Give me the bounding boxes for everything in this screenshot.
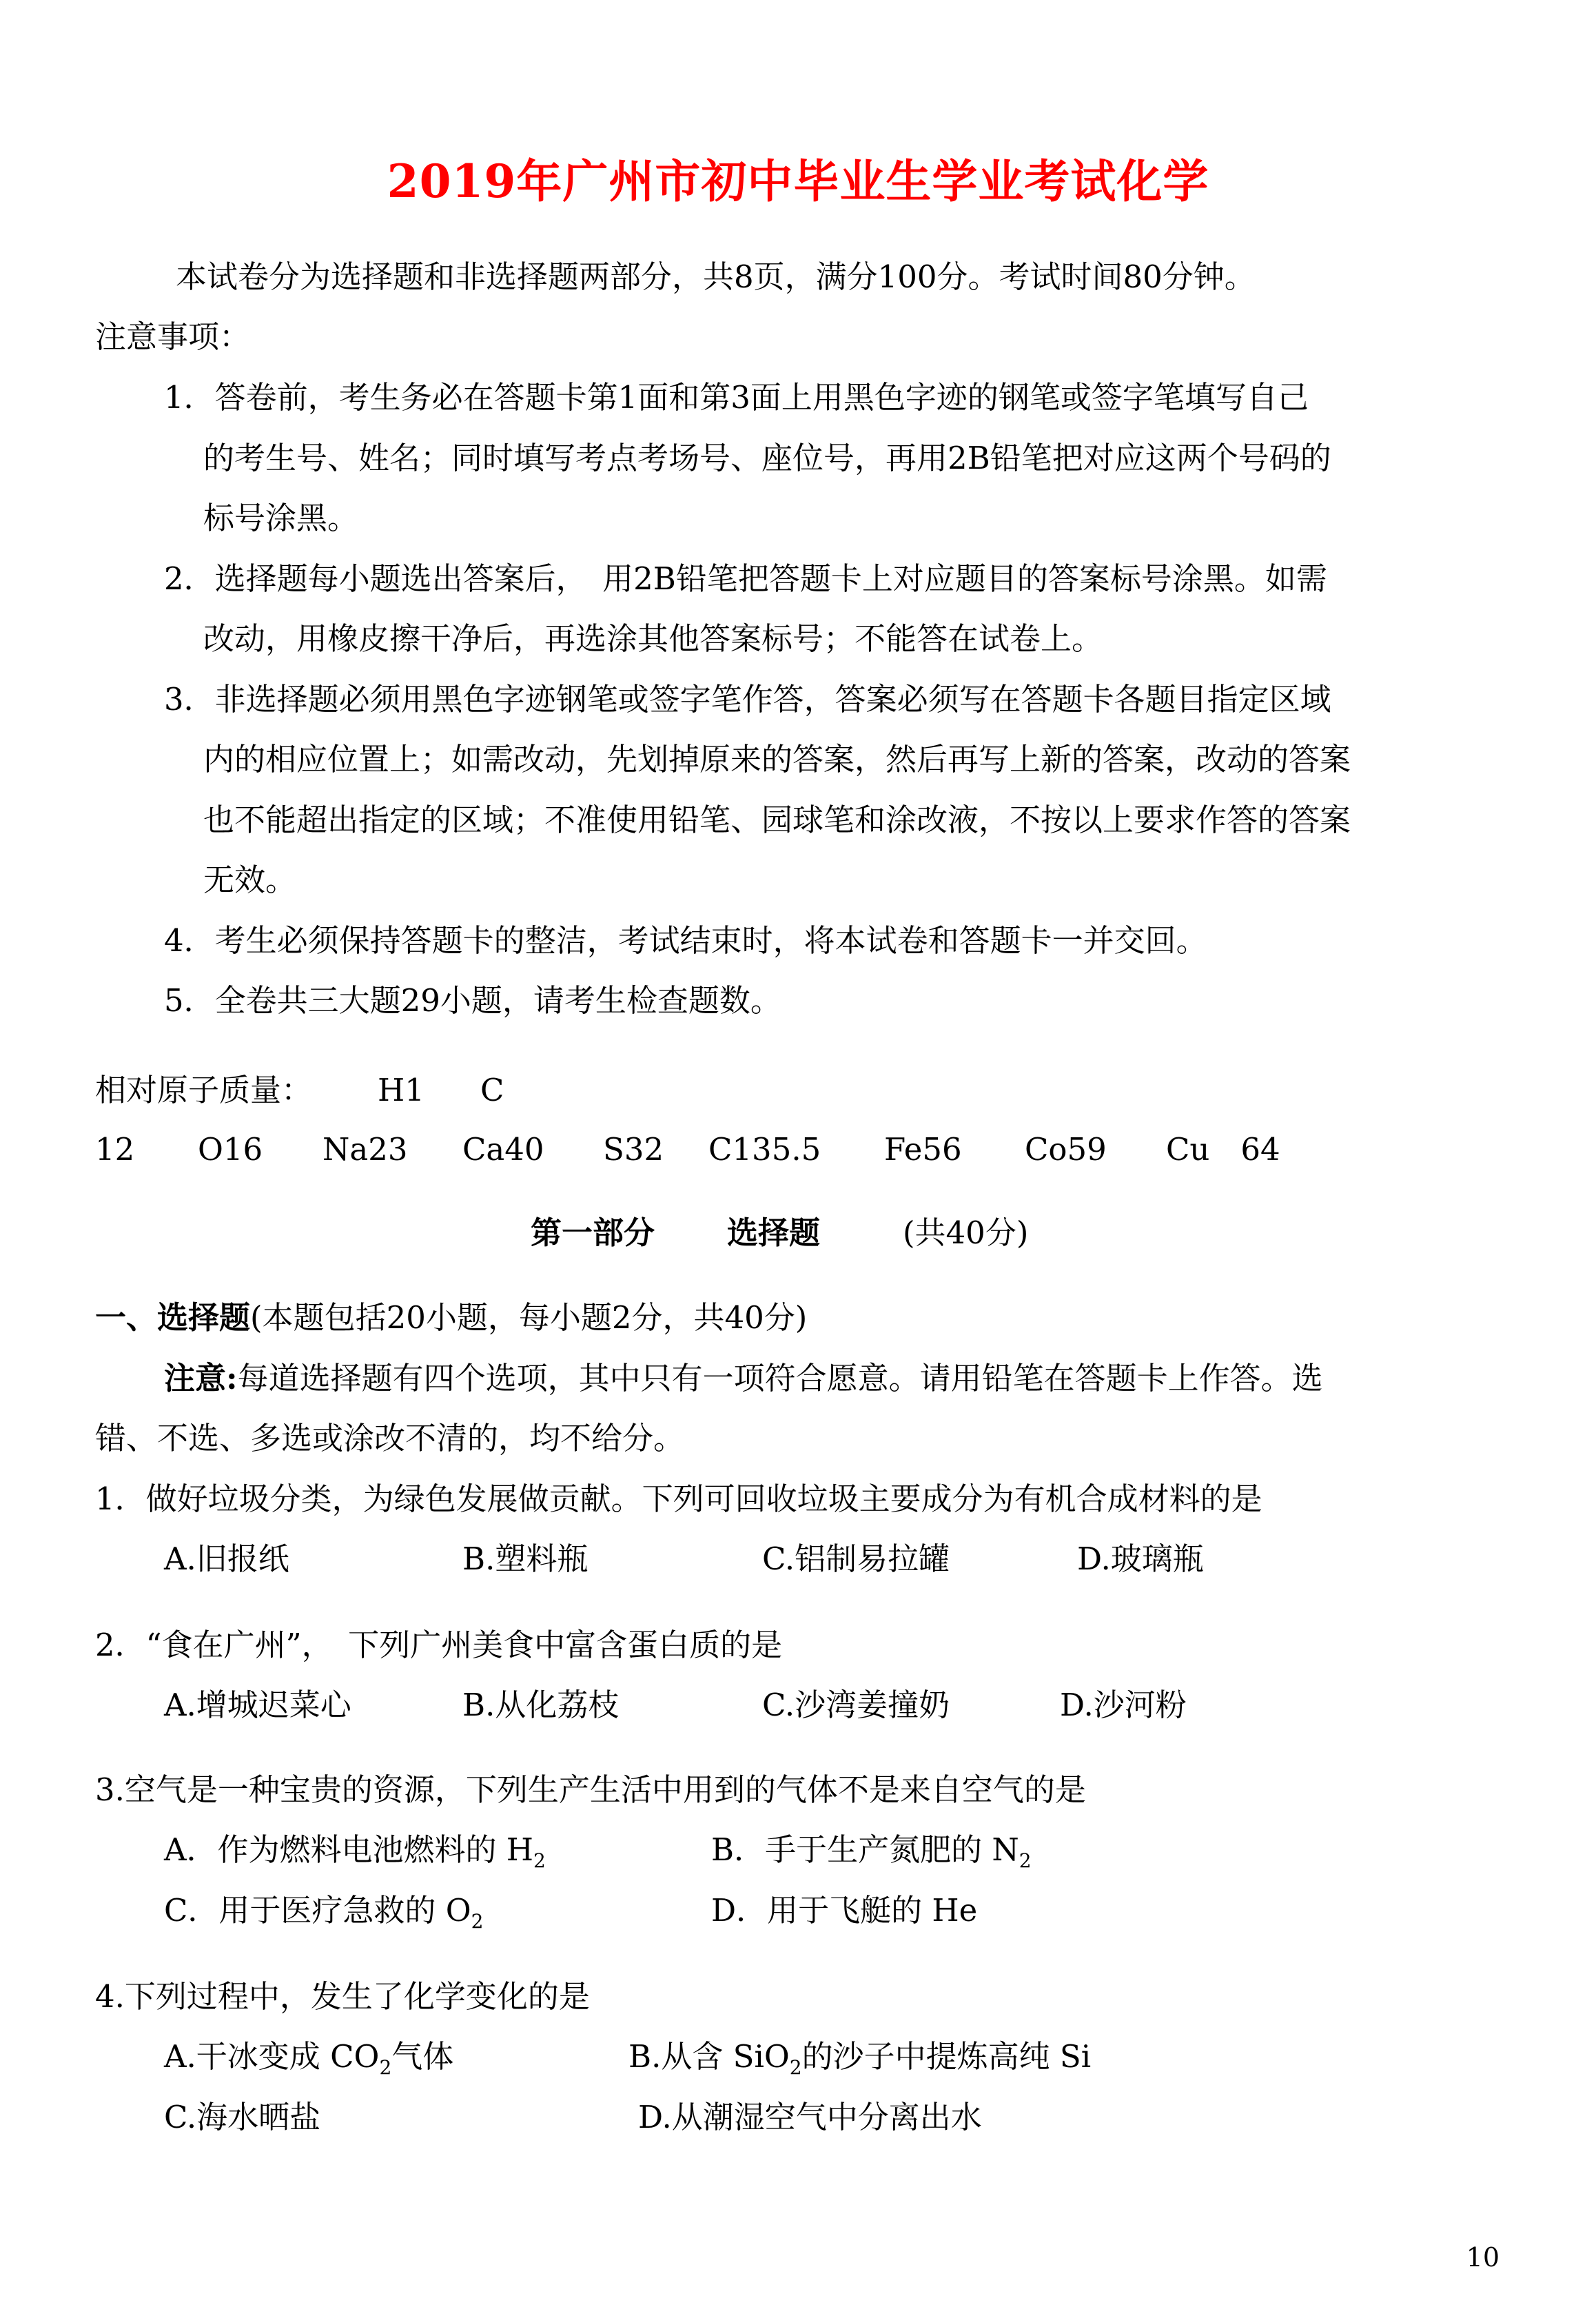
question-4-option-a-text: A.干冰变成 CO <box>164 2038 380 2075</box>
question-4-option-b-post: 的沙子中提炼高纯 Si <box>801 2038 1092 2075</box>
note-3-line-2: 内的相应位置上；如需改动，先划掉原来的答案，然后再写上新的答案，改动的答案 <box>203 741 1351 777</box>
atomic-mass-label: 相对原子质量： <box>95 1072 313 1108</box>
question-2-option-c: C.沙湾姜撞奶 <box>762 1687 950 1723</box>
question-3-option-b <box>711 1829 1032 1871</box>
atomic-mass-c: C <box>480 1072 504 1108</box>
section1-note-text: 每道选择题有四个选项，其中只有一项符合愿意。请用铅笔在答题卡上作答。选 <box>237 1360 1323 1396</box>
question-3-option-a-sub: 2 <box>533 1849 546 1872</box>
part1-heading: 第一部分 <box>531 1214 655 1251</box>
atomic-mass-item: C135.5 <box>708 1131 821 1168</box>
note-1-line-1: 1．答卷前，考生务必在答题卡第1面和第3面上用黑色字迹的钢笔或签字笔填写自己 <box>164 379 1309 416</box>
question-3-option-a <box>164 1829 546 1871</box>
atomic-mass-item: Na23 <box>323 1131 408 1168</box>
page-title: 2019年广州市初中毕业生学业考试化学 <box>387 154 1209 208</box>
question-3-stem: 3.空气是一种宝贵的资源，下列生产生活中用到的气体不是来自空气的是 <box>95 1771 1086 1808</box>
part1-heading-2: 选择题 <box>727 1214 821 1251</box>
question-1-option-d: D.玻璃瓶 <box>1077 1541 1204 1577</box>
note-1-line-3: 标号涂黑。 <box>203 500 359 536</box>
section1-note-line-2: 错、不选、多选或涂改不清的，均不给分。 <box>95 1420 685 1456</box>
atomic-mass-h: H1 <box>378 1072 424 1108</box>
question-4-option-b-sub: 2 <box>789 2056 802 2079</box>
question-4-option-d: D.从潮湿空气中分离出水 <box>638 2099 982 2135</box>
section1-title: 一、选择题 <box>95 1299 251 1336</box>
question-3-option-d: D．用于飞艇的 He <box>711 1892 978 1929</box>
section1-note-label: 注意: <box>164 1360 238 1396</box>
note-3-line-3: 也不能超出指定的区域；不准使用铅笔、园球笔和涂改液，不按以上要求作答的答案 <box>203 802 1351 838</box>
question-4-stem: 4.下列过程中，发生了化学变化的是 <box>95 1978 590 2015</box>
note-3-line-4: 无效。 <box>203 862 297 898</box>
note-1-line-2: 的考生号、姓名；同时填写考点考场号、座位号，再用2B铅笔把对应这两个号码的 <box>203 440 1331 476</box>
note-4: 4．考生必须保持答题卡的整洁，考试结束时，将本试卷和答题卡一并交回。 <box>164 922 1207 959</box>
question-2-stem: 2．“食在广州”， 下列广州美食中富含蛋白质的是 <box>95 1627 783 1663</box>
atomic-mass-item: Co59 <box>1025 1131 1107 1168</box>
question-4-option-a <box>164 2036 453 2077</box>
atomic-mass-item: Ca40 <box>462 1131 544 1168</box>
atomic-mass-item: S32 <box>603 1131 664 1168</box>
question-3-option-c <box>164 1890 483 1931</box>
note-2-line-2: 改动，用橡皮擦干净后，再选涂其他答案标号；不能答在试卷上。 <box>203 620 1103 657</box>
question-2-option-b: B.从化荔枝 <box>462 1687 620 1723</box>
part1-score: (共40分) <box>903 1214 1029 1251</box>
atomic-mass-item: Fe56 <box>884 1131 962 1168</box>
page-number: 10 <box>1466 2242 1500 2273</box>
question-4-option-a-sub: 2 <box>379 2056 392 2079</box>
question-3-option-a-text: A．作为燃料电池燃料的 H <box>164 1831 534 1868</box>
question-3-option-b-text: B．手于生产氮肥的 N <box>711 1831 1019 1868</box>
section1-note <box>164 1358 1323 1399</box>
question-4-option-a-post: 气体 <box>391 2038 454 2075</box>
atomic-mass-item: O16 <box>198 1131 263 1168</box>
question-1-option-b: B.塑料瓶 <box>462 1541 589 1577</box>
question-2-option-d: D.沙河粉 <box>1060 1687 1187 1723</box>
atomic-mass-item: 12 <box>95 1131 135 1168</box>
question-3-option-c-sub: 2 <box>471 1910 484 1933</box>
question-4-option-c: C.海水晒盐 <box>164 2099 321 2135</box>
question-2-option-a: A.增城迟菜心 <box>164 1687 351 1723</box>
question-4-option-b-text: B.从含 SiO <box>628 2038 790 2075</box>
note-2-line-1: 2．选择题每小题选出答案后， 用2B铅笔把答题卡上对应题目的答案标号涂黑。如需 <box>164 560 1327 597</box>
question-1-stem: 1．做好垃圾分类，为绿色发展做贡献。下列可回收垃圾主要成分为有机合成材料的是 <box>95 1481 1262 1517</box>
note-3-line-1: 3．非选择题必须用黑色字迹钢笔或签字笔作答，答案必须写在答题卡各题目指定区域 <box>164 681 1331 718</box>
intro-text: 本试卷分为选择题和非选择题两部分，共8页，满分100分。考试时间80分钟。 <box>176 258 1256 295</box>
section1-header <box>95 1297 807 1339</box>
question-3-option-c-text: C．用于医疗急救的 O <box>164 1892 471 1929</box>
question-1-option-c: C.铝制易拉罐 <box>762 1541 950 1577</box>
notes-heading: 注意事项： <box>95 318 251 355</box>
question-3-option-b-sub: 2 <box>1019 1849 1032 1872</box>
question-1-option-a: A.旧报纸 <box>164 1541 289 1577</box>
question-4-option-b <box>628 2036 1091 2077</box>
atomic-mass-item: Cu 64 <box>1166 1131 1280 1168</box>
note-5: 5．全卷共三大题29小题，请考生检查题数。 <box>164 982 781 1019</box>
section1-desc: (本题包括20小题，每小题2分，共40分) <box>250 1299 808 1336</box>
